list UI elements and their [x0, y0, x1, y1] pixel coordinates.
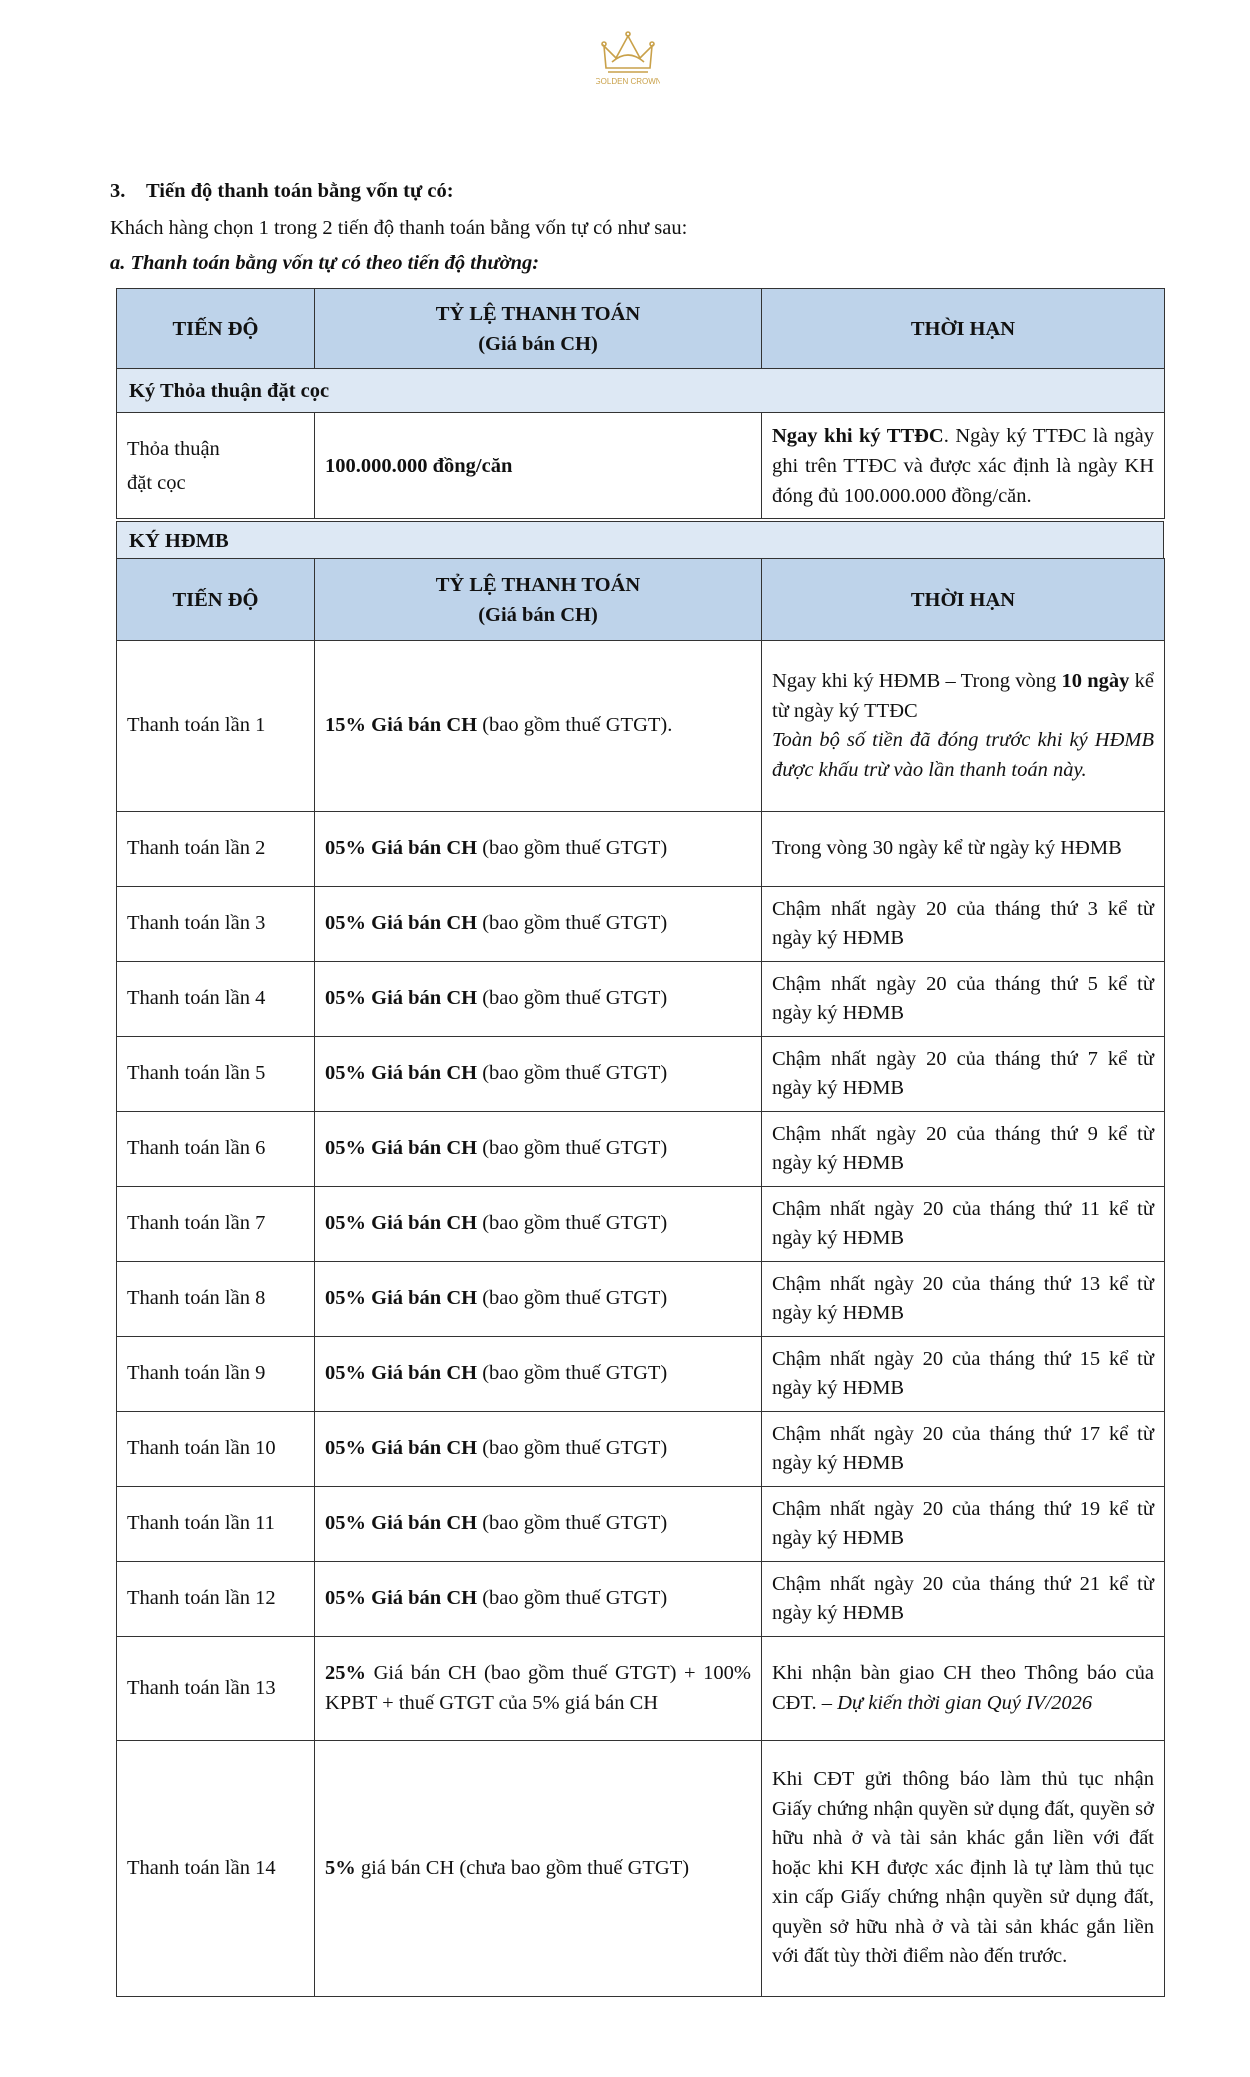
section-number: 3.	[110, 180, 126, 202]
contract-section-table	[116, 521, 1164, 560]
payment-deadline: Trong vòng 30 ngày kể từ ngày ký HĐMB	[762, 812, 1165, 887]
payment-rate: 05% Giá bán CH (bao gồm thuế GTGT)	[315, 887, 762, 962]
payment-deadline: Chậm nhất ngày 20 của tháng thứ 9 kể từ ngày ký HĐMB	[762, 1112, 1165, 1187]
deposit-deadline: Ngay khi ký TTĐC. Ngày ký TTĐC là ngày ghi trên TTĐC và được xác định là ngày KH đóng đủ 100.000.000 đồng/căn.	[762, 413, 1165, 519]
payment-deadline: Chậm nhất ngày 20 của tháng thứ 11 kể từ ngày ký HĐMB	[762, 1187, 1165, 1262]
logo-text: GOLDEN CROWN	[596, 77, 660, 86]
payment-deadline: Ngay khi ký HĐMB – Trong vòng 10 ngày kể từ ngày ký TTĐC Toàn bộ số tiền đã đóng trước khi ký HĐMB được khấu trừ vào lần thanh toán này.	[762, 641, 1165, 812]
contract-section-title: KÝ HĐMB	[117, 522, 1164, 560]
header-stage: TIẾN ĐỘ	[117, 559, 315, 641]
section-row-deposit	[117, 369, 1165, 413]
payment-deadline: Chậm nhất ngày 20 của tháng thứ 5 kể từ ngày ký HĐMB	[762, 962, 1165, 1037]
payment-rate: 05% Giá bán CH (bao gồm thuế GTGT)	[315, 1112, 762, 1187]
payment-rate: 05% Giá bán CH (bao gồm thuế GTGT)	[315, 1187, 762, 1262]
table-row	[117, 641, 1165, 812]
payment-stage: Thanh toán lần 11	[117, 1487, 315, 1562]
payment-schedule-table	[116, 558, 1165, 1997]
payment-stage: Thanh toán lần 7	[117, 1187, 315, 1262]
payment-rate: 05% Giá bán CH (bao gồm thuế GTGT)	[315, 1487, 762, 1562]
payment-stage: Thanh toán lần 14	[117, 1741, 315, 1997]
table-header-row	[117, 289, 1165, 369]
section-title: Tiến độ thanh toán bằng vốn tự có:	[146, 180, 454, 202]
payment-deadline: Chậm nhất ngày 20 của tháng thứ 3 kể từ ngày ký HĐMB	[762, 887, 1165, 962]
payment-rate: 25% Giá bán CH (bao gồm thuế GTGT) + 100% KPBT + thuế GTGT của 5% giá bán CH	[315, 1637, 762, 1741]
payment-deadline: Chậm nhất ngày 20 của tháng thứ 19 kể từ ngày ký HĐMB	[762, 1487, 1165, 1562]
deposit-stage: Thỏa thuận đặt cọc	[117, 413, 315, 519]
header-deadline: THỜI HẠN	[762, 559, 1165, 641]
deposit-table	[116, 288, 1165, 519]
payment-stage: Thanh toán lần 5	[117, 1037, 315, 1112]
table-row	[117, 1337, 1165, 1412]
payment-deadline: Chậm nhất ngày 20 của tháng thứ 13 kể từ ngày ký HĐMB	[762, 1262, 1165, 1337]
header-stage: TIẾN ĐỘ	[117, 289, 315, 369]
payment-deadline: Chậm nhất ngày 20 của tháng thứ 7 kể từ ngày ký HĐMB	[762, 1037, 1165, 1112]
payment-stage: Thanh toán lần 1	[117, 641, 315, 812]
payment-deadline: Chậm nhất ngày 20 của tháng thứ 17 kể từ ngày ký HĐMB	[762, 1412, 1165, 1487]
header-deadline: THỜI HẠN	[762, 289, 1165, 369]
table-row	[117, 1187, 1165, 1262]
section-heading	[110, 180, 454, 203]
deposit-amount: 100.000.000 đồng/căn	[315, 413, 762, 519]
table-row	[117, 1112, 1165, 1187]
table-row	[117, 1037, 1165, 1112]
payment-rate: 05% Giá bán CH (bao gồm thuế GTGT)	[315, 1562, 762, 1637]
table-row	[117, 812, 1165, 887]
payment-rate: 05% Giá bán CH (bao gồm thuế GTGT)	[315, 1262, 762, 1337]
payment-rate: 15% Giá bán CH (bao gồm thuế GTGT).	[315, 641, 762, 812]
golden-crown-logo	[596, 28, 660, 106]
deposit-section-title: Ký Thỏa thuận đặt cọc	[117, 369, 1165, 413]
payment-rate: 05% Giá bán CH (bao gồm thuế GTGT)	[315, 812, 762, 887]
payment-rate: 05% Giá bán CH (bao gồm thuế GTGT)	[315, 1337, 762, 1412]
crown-icon	[596, 28, 660, 106]
payment-stage: Thanh toán lần 3	[117, 887, 315, 962]
table-row	[117, 1412, 1165, 1487]
payment-stage: Thanh toán lần 12	[117, 1562, 315, 1637]
payment-rate: 5% giá bán CH (chưa bao gồm thuế GTGT)	[315, 1741, 762, 1997]
payment-deadline: Chậm nhất ngày 20 của tháng thứ 21 kể từ ngày ký HĐMB	[762, 1562, 1165, 1637]
payment-deadline: Khi CĐT gửi thông báo làm thủ tục nhận Giấy chứng nhận quyền sử dụng đất, quyền sở hữu nhà ở và tài sản khác gắn liền với đất hoặc khi KH được xác định là tự làm thủ tục xin cấp Giấy chứng nhận quyền sử dụng đất, quyền sở hữu nhà ở và tài sản khác gắn liền với đất tùy thời điểm nào đến trước.	[762, 1741, 1165, 1997]
table-row	[117, 887, 1165, 962]
payment-deadline: Chậm nhất ngày 20 của tháng thứ 15 kể từ ngày ký HĐMB	[762, 1337, 1165, 1412]
table-row	[117, 1637, 1165, 1741]
header-rate: TỶ LỆ THANH TOÁN (Giá bán CH)	[315, 289, 762, 369]
payment-stage: Thanh toán lần 10	[117, 1412, 315, 1487]
payment-rate: 05% Giá bán CH (bao gồm thuế GTGT)	[315, 962, 762, 1037]
intro-text: Khách hàng chọn 1 trong 2 tiến độ thanh toán bằng vốn tự có như sau:	[110, 217, 688, 239]
table-row	[117, 413, 1165, 519]
table-row	[117, 1487, 1165, 1562]
payment-stage: Thanh toán lần 9	[117, 1337, 315, 1412]
payment-note: Toàn bộ số tiền đã đóng trước khi ký HĐMB được khấu trừ vào lần thanh toán này.	[772, 729, 1154, 781]
payment-stage: Thanh toán lần 13	[117, 1637, 315, 1741]
payment-stage: Thanh toán lần 4	[117, 962, 315, 1037]
payment-rate: 05% Giá bán CH (bao gồm thuế GTGT)	[315, 1037, 762, 1112]
payment-stage: Thanh toán lần 8	[117, 1262, 315, 1337]
table-row	[117, 1262, 1165, 1337]
subheading-a: a. Thanh toán bằng vốn tự có theo tiến độ thường:	[110, 252, 540, 274]
table-header-row	[117, 559, 1165, 641]
header-rate: TỶ LỆ THANH TOÁN (Giá bán CH)	[315, 559, 762, 641]
payment-deadline: Khi nhận bàn giao CH theo Thông báo của CĐT. – Dự kiến thời gian Quý IV/2026	[762, 1637, 1165, 1741]
payment-rate: 05% Giá bán CH (bao gồm thuế GTGT)	[315, 1412, 762, 1487]
table-row	[117, 962, 1165, 1037]
payment-stage: Thanh toán lần 2	[117, 812, 315, 887]
table-row	[117, 1741, 1165, 1997]
table-row	[117, 1562, 1165, 1637]
payment-stage: Thanh toán lần 6	[117, 1112, 315, 1187]
